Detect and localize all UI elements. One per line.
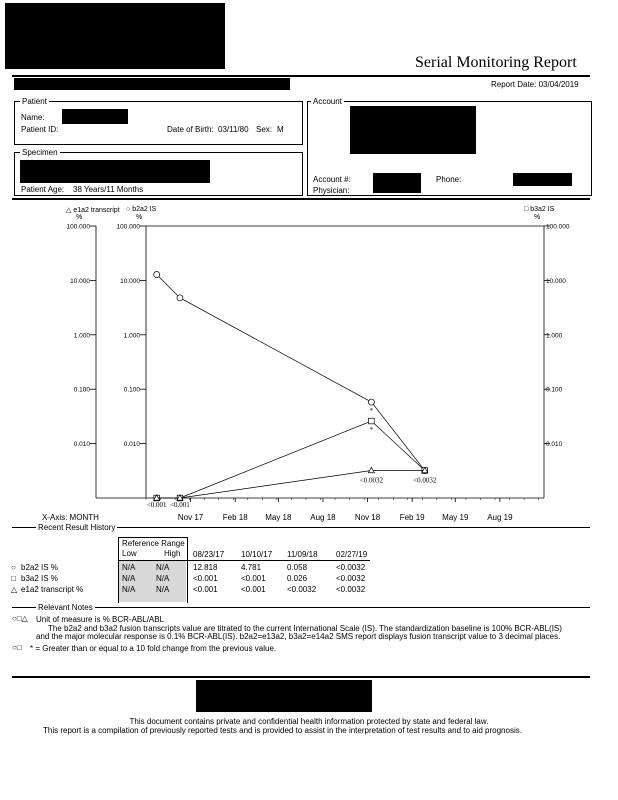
star-mark: * — [369, 426, 374, 435]
date-header-1: 08/23/17 — [193, 550, 225, 559]
x-tick-label: Aug 19 — [487, 513, 513, 522]
row-value: <0.001 — [193, 585, 218, 594]
row-low: N/A — [122, 574, 136, 583]
note1-line2: The b2a2 and b3a2 fusion transcripts value are titrated to the current International Scale (IS). The standardization baseline is 100% BCR-ABL(IS) — [48, 624, 562, 633]
account-legend: Account — [313, 97, 342, 106]
row-value: 0.026 — [287, 574, 308, 583]
report-date: Report Date: 03/04/2019 — [491, 80, 579, 89]
ref-high-header: High — [164, 549, 181, 558]
row-value: <0.001 — [241, 585, 266, 594]
y-tick-label: 0.100 — [546, 386, 563, 394]
row-high: N/A — [156, 585, 170, 594]
phone-label: Phone: — [436, 175, 462, 184]
patient-age-value: 38 Years/11 Months — [73, 185, 144, 194]
notes-rule — [12, 607, 590, 608]
row-value: <0.001 — [193, 574, 218, 583]
y-tick-label: 0.010 — [73, 441, 90, 449]
x-tick-label: Feb 18 — [222, 513, 248, 522]
patient-age-label: Patient Age: — [21, 185, 65, 194]
ref-range-header: Reference Range — [122, 539, 185, 548]
notes-legend: Relevant Notes — [38, 603, 93, 612]
point-label: <0.0032 — [413, 476, 437, 485]
row-low: N/A — [122, 563, 136, 572]
note2-line1: * = Greater than or equal to a 10 fold change from the previous value. — [30, 644, 277, 653]
patient-name-label: Name: — [21, 113, 45, 122]
row-symbol: △ — [11, 585, 18, 594]
row-value: <0.0032 — [336, 585, 366, 594]
x-tick-label: Nov 17 — [177, 513, 204, 522]
series-line-circle — [157, 275, 425, 471]
legend-e1a2-label: e1a2 transcript — [73, 207, 120, 214]
y-tick-label: 0.010 — [123, 441, 140, 449]
note1-line3: and the major molecular response is 0.1% BCR-ABL(IS). b2a2=e13a2, b3a2=e14a2 SMS report displays fusion transcript value to 3 decimal places. — [36, 632, 561, 641]
note2-symbols: ○□ — [12, 643, 22, 652]
ref-low-header: Low — [122, 549, 137, 558]
note1-line1: Unit of measure is % BCR-ABL/ABL — [36, 615, 165, 624]
chart-axes — [42, 224, 570, 523]
x-tick-label: May 18 — [265, 513, 292, 522]
row-low: N/A — [122, 585, 136, 594]
date-header-4: 02/27/19 — [336, 550, 368, 559]
y-tick-label: 10.000 — [70, 277, 90, 285]
dob-label: Date of Birth: — [167, 125, 214, 134]
redacted-signature — [196, 680, 372, 712]
row-value: 0.058 — [287, 563, 308, 572]
x-tick-label: May 19 — [442, 513, 469, 522]
y-tick-label: 1.000 — [546, 332, 563, 340]
sex-label: Sex: — [256, 125, 273, 134]
row-symbol: □ — [11, 574, 16, 583]
legend-b2a2-unit: % — [136, 214, 143, 221]
row-value: 4.781 — [241, 563, 262, 572]
point-label: <0.0032 — [359, 476, 384, 485]
patient-legend: Patient — [22, 97, 47, 106]
row-label: b3a2 IS % — [21, 574, 58, 583]
x-tick-label: Aug 18 — [310, 513, 336, 522]
y-tick-label: 10.000 — [546, 277, 566, 285]
y-tick-label: 10.000 — [120, 277, 140, 285]
specimen-legend: Specimen — [22, 148, 58, 157]
triangle-marker — [368, 467, 374, 472]
triangle-icon: △ — [66, 207, 72, 214]
y-tick-label: 1.000 — [73, 332, 90, 340]
legend-b2a2-label: b2a2 IS — [132, 206, 157, 213]
y-tick-label: 100.000 — [66, 223, 90, 231]
circle-marker — [368, 399, 374, 405]
table-header-rule — [118, 560, 370, 561]
row-value: <0.0032 — [287, 585, 317, 594]
date-header-3: 11/09/18 — [287, 550, 318, 559]
dob-value: 03/11/80 — [218, 125, 249, 134]
legend-b3a2-unit: % — [534, 214, 541, 221]
row-value: <0.0032 — [336, 563, 366, 572]
sex-value: M — [277, 125, 284, 134]
y-tick-label: 1.000 — [123, 332, 140, 340]
square-icon: □ — [524, 206, 529, 213]
circle-marker — [154, 272, 160, 278]
row-value: 12.818 — [193, 563, 218, 572]
date-header-2: 10/10/17 — [241, 550, 273, 559]
legend-b3a2-label: b3a2 IS — [530, 206, 555, 213]
point-label: <0.001 — [146, 501, 167, 509]
footer-line2: This report is a compilation of previously reported tests and is provided to assist in the interpretation of test results and to aid prognosis. — [43, 726, 522, 735]
series-line-square — [157, 421, 425, 498]
account-number-label: Account #: — [313, 175, 351, 184]
chart-series — [147, 272, 437, 509]
y-tick-label: 100.000 — [116, 223, 140, 231]
x-axis-label: X-Axis: MONTH — [42, 513, 99, 522]
square-marker — [369, 418, 375, 424]
circle-icon: ○ — [126, 206, 131, 213]
x-tick-label: Nov 18 — [354, 513, 381, 522]
y-tick-label: 0.100 — [123, 386, 140, 394]
y-tick-label: 100.000 — [546, 223, 570, 231]
star-mark: * — [369, 407, 374, 416]
x-tick-label: Feb 19 — [399, 513, 425, 522]
patient-id-label: Patient ID: — [21, 125, 59, 134]
row-high: N/A — [156, 563, 170, 572]
footer-rule — [12, 676, 590, 678]
row-high: N/A — [156, 574, 170, 583]
y-tick-label: 0.010 — [546, 441, 563, 449]
footer-line1: This document contains private and confidential health information protected by state and federal law. — [129, 717, 489, 726]
series-line-triangle — [157, 471, 425, 498]
row-label: b2a2 IS % — [21, 563, 58, 572]
legend-e1a2-unit: % — [76, 214, 83, 221]
row-value: <0.0032 — [336, 574, 366, 583]
y-tick-label: 0.100 — [73, 386, 90, 394]
circle-marker — [177, 295, 183, 301]
note1-symbols: ○□△ — [12, 614, 28, 623]
row-value: <0.001 — [241, 574, 266, 583]
report-title: Serial Monitoring Report — [415, 54, 577, 71]
physician-label: Physician: — [313, 186, 350, 195]
point-label: <0.001 — [170, 501, 190, 509]
row-label: e1a2 transcript % — [21, 585, 84, 594]
results-legend: Recent Result History — [38, 523, 116, 532]
row-symbol: ○ — [11, 563, 16, 572]
